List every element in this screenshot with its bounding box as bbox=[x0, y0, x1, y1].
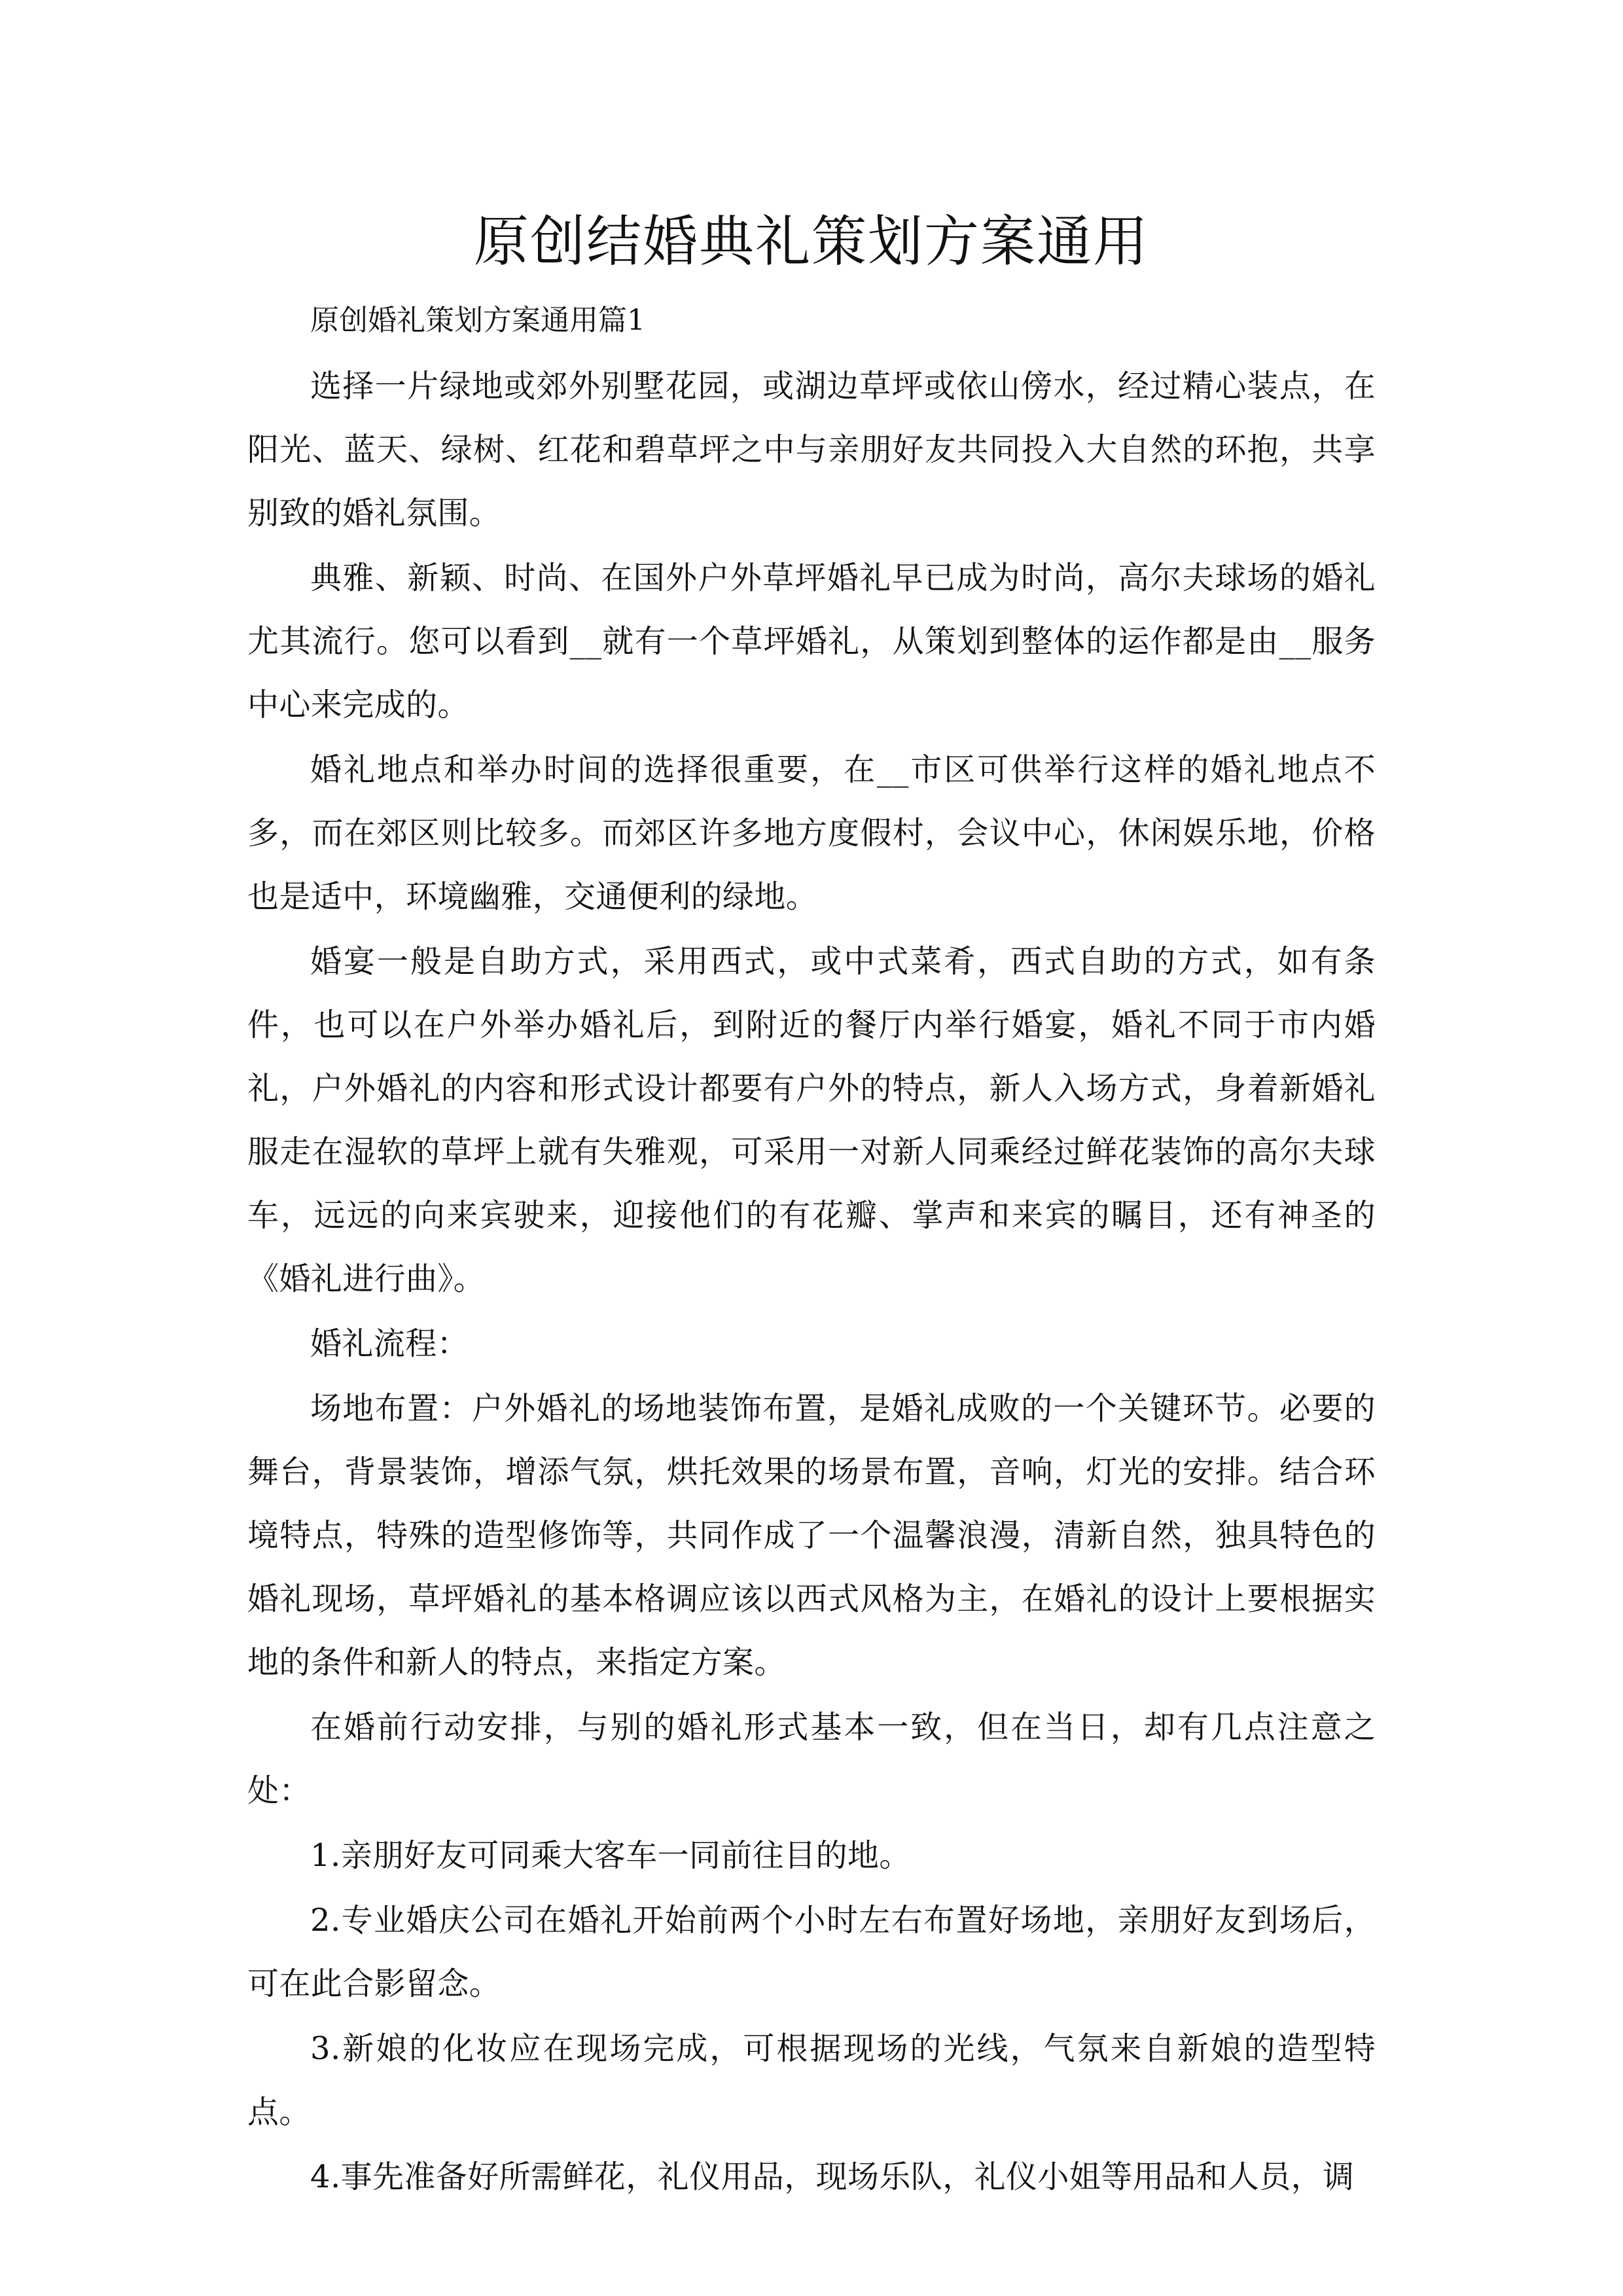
paragraph-banquet: 婚宴一般是自助方式，采用西式，或中式菜肴，西式自助的方式，如有条件，也可以在户外举办婚礼后，到附近的餐厅内举行婚宴，婚礼不同于市内婚礼，户外婚礼的内容和形式设计都要有户外的特点，新人入场方式，身着新婚礼服走在湿软的草坪上就有失雅观，可采用一对新人同乘经过鲜花装饰的高尔夫球车，远远的向来宾驶来，迎接他们的有花瓣、掌声和来宾的瞩目，还有神圣的《婚礼进行曲》。 bbox=[247, 943, 1376, 1297]
paragraph-process-heading: 婚礼流程： bbox=[310, 1325, 469, 1362]
document-title: 原创结婚典礼策划方案通用 bbox=[473, 209, 1149, 274]
paragraph-site-setup: 场地布置：户外婚礼的场地装饰布置，是婚礼成败的一个关键环节。必要的舞台，背景装饰，增添气氛，烘托效果的场景布置，音响，灯光的安排。结合环境特点，特殊的造型修饰等，共同作成了一个温馨浪漫，清新自然，独具特色的婚礼现场，草坪婚礼的基本格调应该以西式风格为主，在婚礼的设计上要根据实地的条件和新人的特点，来指定方案。 bbox=[247, 1390, 1376, 1681]
list-item-4: 4.事先准备好所需鲜花，礼仪用品，现场乐队，礼仪小姐等用品和人员，调 bbox=[310, 2159, 1355, 2195]
document-body bbox=[247, 196, 1376, 2210]
paragraph-trend: 典雅、新颖、时尚、在国外户外草坪婚礼早已成为时尚，高尔夫球场的婚礼尤其流行。您可以看到__就有一个草坪婚礼，从策划到整体的运作都是由__服务中心来完成的。 bbox=[247, 560, 1376, 723]
paragraph-arrangement-notes: 在婚前行动安排，与别的婚礼形式基本一致，但在当日，却有几点注意之处： bbox=[247, 1709, 1376, 1809]
paragraph-location-time: 婚礼地点和举办时间的选择很重要，在__市区可供举行这样的婚礼地点不多，而在郊区则比较多。而郊区许多地方度假村，会议中心，休闲娱乐地，价格也是适中，环境幽雅，交通便利的绿地。 bbox=[247, 751, 1376, 915]
paragraph-venue-choice: 选择一片绿地或郊外别墅花园，或湖边草坪或依山傍水，经过精心装点，在阳光、蓝天、绿树、红花和碧草坪之中与亲朋好友共同投入大自然的环抱，共享别致的婚礼氛围。 bbox=[247, 368, 1376, 531]
list-item-1: 1.亲朋好友可同乘大客车一同前往目的地。 bbox=[310, 1837, 911, 1874]
section-heading: 原创婚礼策划方案通用篇1 bbox=[310, 304, 645, 337]
list-item-3: 3.新娘的化妆应在现场完成，可根据现场的光线，气氛来自新娘的造型特点。 bbox=[247, 2030, 1376, 2130]
list-item-2: 2.专业婚庆公司在婚礼开始前两个小时左右布置好场地，亲朋好友到场后，可在此合影留念。 bbox=[247, 1902, 1376, 2002]
